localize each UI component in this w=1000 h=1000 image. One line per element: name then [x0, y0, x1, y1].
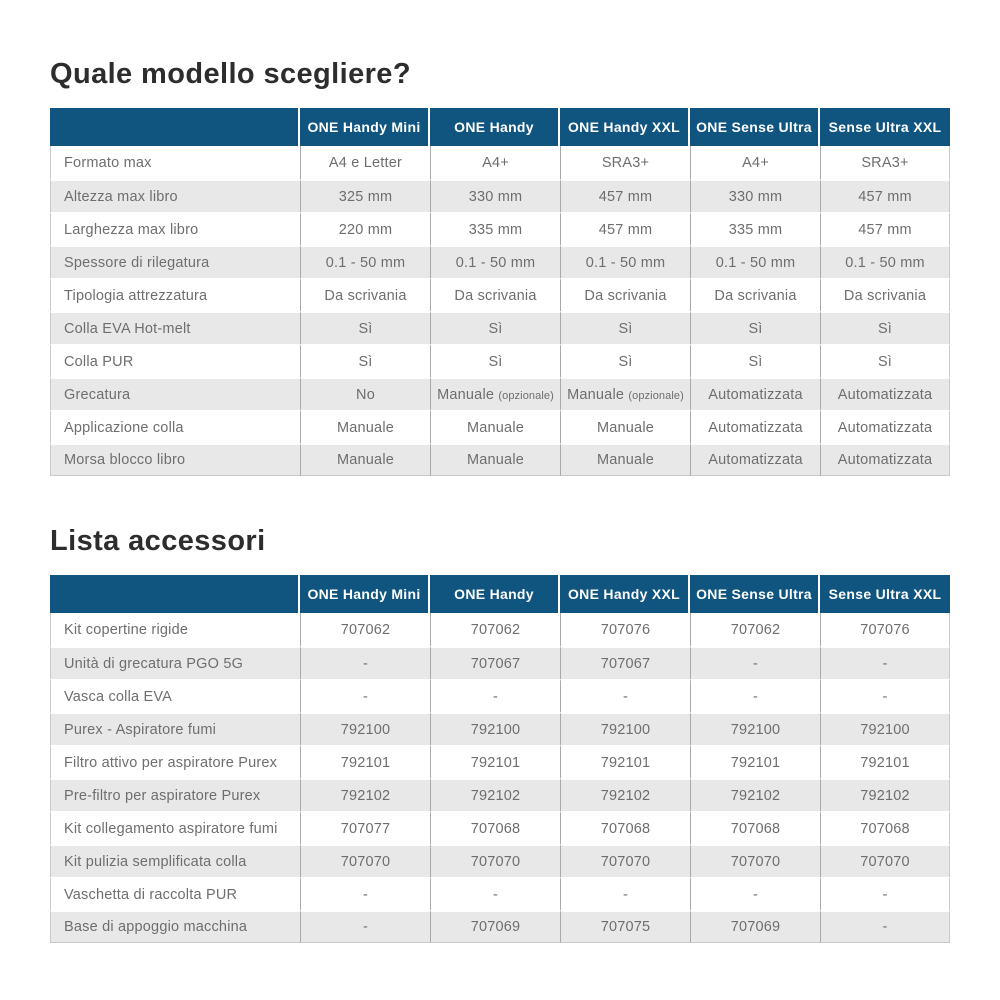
row-label: Grecatura — [50, 377, 300, 410]
cell-value: A4 e Letter — [300, 146, 430, 179]
cell-value: Manuale — [560, 410, 690, 443]
model-comparison-body — [50, 146, 950, 476]
table-row — [50, 613, 950, 646]
cell-value: 707062 — [300, 613, 430, 646]
cell-value: 457 mm — [560, 179, 690, 212]
cell-value: - — [300, 910, 430, 943]
cell-value: 0.1 - 50 mm — [300, 245, 430, 278]
cell-value: 707076 — [820, 613, 950, 646]
cell-value: 792102 — [690, 778, 820, 811]
cell-value: Sì — [690, 344, 820, 377]
cell-value: Da scrivania — [820, 278, 950, 311]
cell-value: A4+ — [690, 146, 820, 179]
table-row — [50, 179, 950, 212]
cell-value: - — [430, 877, 560, 910]
cell-value: - — [300, 877, 430, 910]
cell-value: SRA3+ — [820, 146, 950, 179]
cell-value: 330 mm — [430, 179, 560, 212]
row-label: Base di appoggio macchina — [50, 910, 300, 943]
cell-value: 707070 — [560, 844, 690, 877]
cell-value: 792100 — [560, 712, 690, 745]
table-row — [50, 844, 950, 877]
accessories-header — [50, 575, 950, 613]
cell-value: 707075 — [560, 910, 690, 943]
cell-value: 792102 — [300, 778, 430, 811]
cell-value-note: (opzionale) — [628, 389, 684, 402]
cell-value: 792100 — [820, 712, 950, 745]
cell-value: Da scrivania — [690, 278, 820, 311]
cell-value: Manuale — [300, 443, 430, 476]
row-label: Applicazione colla — [50, 410, 300, 443]
row-label: Colla EVA Hot-melt — [50, 311, 300, 344]
table-row — [50, 877, 950, 910]
row-label: Spessore di rilegatura — [50, 245, 300, 278]
row-label: Larghezza max libro — [50, 212, 300, 245]
row-label: Kit collegamento aspiratore fumi — [50, 811, 300, 844]
table-row — [50, 146, 950, 179]
cell-value: 707068 — [560, 811, 690, 844]
row-label: Vasca colla EVA — [50, 679, 300, 712]
cell-value: 0.1 - 50 mm — [690, 245, 820, 278]
table-row — [50, 778, 950, 811]
cell-value: Manuale (opzionale) — [560, 377, 690, 410]
cell-value: Automatizzata — [820, 377, 950, 410]
row-label: Formato max — [50, 146, 300, 179]
cell-value: - — [820, 646, 950, 679]
cell-value: 325 mm — [300, 179, 430, 212]
cell-value: Automatizzata — [690, 410, 820, 443]
cell-value: Sì — [690, 311, 820, 344]
cell-value: SRA3+ — [560, 146, 690, 179]
cell-value: Manuale (opzionale) — [430, 377, 560, 410]
cell-value: 457 mm — [560, 212, 690, 245]
cell-value: 335 mm — [430, 212, 560, 245]
row-label: Purex - Aspiratore fumi — [50, 712, 300, 745]
cell-value: Sì — [560, 344, 690, 377]
cell-value: 457 mm — [820, 179, 950, 212]
row-label: Kit pulizia semplificata colla — [50, 844, 300, 877]
column-header: ONE Sense Ultra — [690, 108, 820, 146]
row-label: Pre-filtro per aspiratore Purex — [50, 778, 300, 811]
cell-value: 707068 — [690, 811, 820, 844]
cell-value: 707062 — [430, 613, 560, 646]
table-row — [50, 679, 950, 712]
row-label: Kit copertine rigide — [50, 613, 300, 646]
column-header: ONE Handy Mini — [300, 108, 430, 146]
cell-value: Sì — [820, 344, 950, 377]
cell-value: 707067 — [560, 646, 690, 679]
cell-value: Sì — [430, 311, 560, 344]
cell-value: 792102 — [430, 778, 560, 811]
corner-cell — [50, 108, 300, 146]
cell-value: Sì — [300, 344, 430, 377]
cell-value: A4+ — [430, 146, 560, 179]
cell-value: 707068 — [430, 811, 560, 844]
cell-value: Sì — [430, 344, 560, 377]
table-row — [50, 311, 950, 344]
cell-value: 335 mm — [690, 212, 820, 245]
cell-value: 792100 — [300, 712, 430, 745]
cell-value: Da scrivania — [300, 278, 430, 311]
cell-value: Sì — [560, 311, 690, 344]
cell-value: 707062 — [690, 613, 820, 646]
accessories-table — [50, 575, 950, 943]
cell-value: 707070 — [690, 844, 820, 877]
cell-value: - — [820, 877, 950, 910]
cell-value: 707077 — [300, 811, 430, 844]
cell-value: 330 mm — [690, 179, 820, 212]
cell-value: 792101 — [820, 745, 950, 778]
header-row — [50, 575, 950, 613]
cell-value: Automatizzata — [820, 410, 950, 443]
column-header: ONE Handy XXL — [560, 575, 690, 613]
cell-value: 792101 — [430, 745, 560, 778]
cell-value: 707070 — [820, 844, 950, 877]
accessories-title: Lista accessori — [50, 525, 266, 557]
model-comparison-header — [50, 108, 950, 146]
cell-value: 792102 — [560, 778, 690, 811]
table-row — [50, 712, 950, 745]
cell-value: 792100 — [690, 712, 820, 745]
cell-value: 707067 — [430, 646, 560, 679]
header-row — [50, 108, 950, 146]
cell-value: 792102 — [820, 778, 950, 811]
cell-value: 457 mm — [820, 212, 950, 245]
cell-value: - — [820, 679, 950, 712]
cell-value: 707070 — [430, 844, 560, 877]
table-row — [50, 278, 950, 311]
column-header: ONE Handy — [430, 575, 560, 613]
cell-value: - — [300, 646, 430, 679]
cell-value: - — [690, 646, 820, 679]
cell-value: Sì — [820, 311, 950, 344]
corner-cell — [50, 575, 300, 613]
cell-value: Manuale — [560, 443, 690, 476]
cell-value: 0.1 - 50 mm — [430, 245, 560, 278]
table-row — [50, 811, 950, 844]
row-label: Altezza max libro — [50, 179, 300, 212]
column-header: Sense Ultra XXL — [820, 575, 950, 613]
table-row — [50, 344, 950, 377]
cell-value: 707068 — [820, 811, 950, 844]
cell-value: - — [820, 910, 950, 943]
cell-value: Da scrivania — [430, 278, 560, 311]
cell-value: 792101 — [690, 745, 820, 778]
cell-value: Automatizzata — [690, 443, 820, 476]
cell-value: Automatizzata — [690, 377, 820, 410]
row-label: Unità di grecatura PGO 5G — [50, 646, 300, 679]
model-comparison-table — [50, 108, 950, 476]
cell-value: Automatizzata — [820, 443, 950, 476]
cell-value: No — [300, 377, 430, 410]
cell-value: 707070 — [300, 844, 430, 877]
cell-value: 0.1 - 50 mm — [560, 245, 690, 278]
table-row — [50, 377, 950, 410]
column-header: ONE Handy XXL — [560, 108, 690, 146]
column-header: Sense Ultra XXL — [820, 108, 950, 146]
cell-value: Sì — [300, 311, 430, 344]
column-header: ONE Handy — [430, 108, 560, 146]
cell-value: - — [430, 679, 560, 712]
cell-value: Manuale — [300, 410, 430, 443]
cell-value: - — [300, 679, 430, 712]
table-row — [50, 745, 950, 778]
row-label: Vaschetta di raccolta PUR — [50, 877, 300, 910]
model-comparison-title: Quale modello scegliere? — [50, 58, 411, 90]
cell-value: - — [690, 877, 820, 910]
cell-value: - — [560, 877, 690, 910]
cell-value: Da scrivania — [560, 278, 690, 311]
cell-value: 792100 — [430, 712, 560, 745]
cell-value: 792101 — [560, 745, 690, 778]
table-row — [50, 910, 950, 943]
row-label: Colla PUR — [50, 344, 300, 377]
row-label: Filtro attivo per aspiratore Purex — [50, 745, 300, 778]
cell-value: 0.1 - 50 mm — [820, 245, 950, 278]
cell-value: - — [560, 679, 690, 712]
table-row — [50, 410, 950, 443]
table-row — [50, 646, 950, 679]
table-row — [50, 245, 950, 278]
accessories-body — [50, 613, 950, 943]
table-row — [50, 212, 950, 245]
column-header: ONE Handy Mini — [300, 575, 430, 613]
cell-value: Manuale — [430, 410, 560, 443]
cell-value: 707069 — [430, 910, 560, 943]
row-label: Morsa blocco libro — [50, 443, 300, 476]
cell-value: Manuale — [430, 443, 560, 476]
cell-value: 707069 — [690, 910, 820, 943]
cell-value: 220 mm — [300, 212, 430, 245]
cell-value: 707076 — [560, 613, 690, 646]
row-label: Tipologia attrezzatura — [50, 278, 300, 311]
column-header: ONE Sense Ultra — [690, 575, 820, 613]
table-row — [50, 443, 950, 476]
cell-value: 792101 — [300, 745, 430, 778]
cell-value: - — [690, 679, 820, 712]
cell-value-note: (opzionale) — [498, 389, 554, 402]
